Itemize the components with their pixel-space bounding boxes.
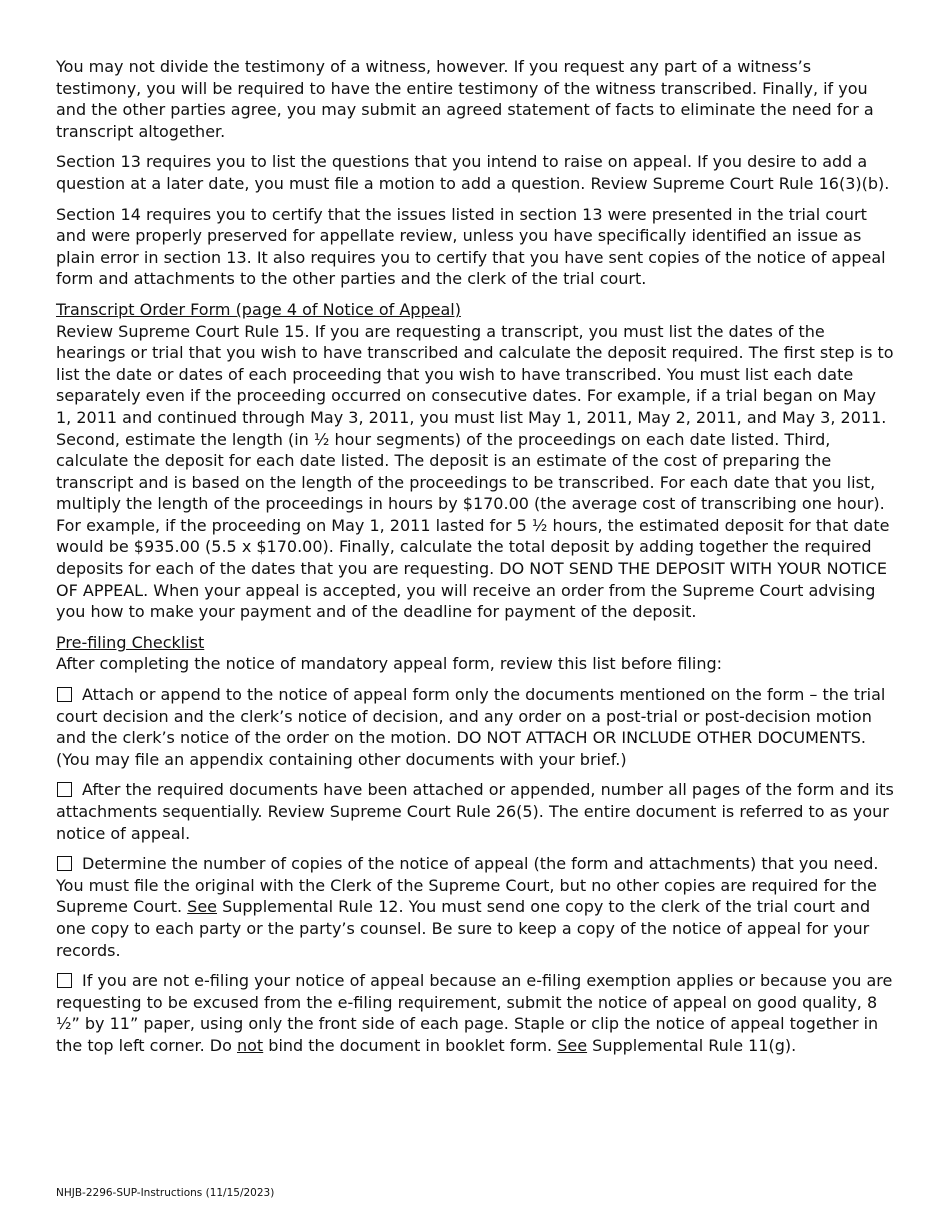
see-reference: See	[187, 897, 218, 917]
paragraph-witness-testimony: You may not divide the testimony of a witness, however. If you request any part of a witness’s testimony, you will be required to have the entire testimony of the witness transcribed. Finally, if you and the other parties agree, you may submit an agreed statement of facts to eliminate the need for a transcript altogether.	[56, 57, 874, 141]
see-reference: See	[557, 1035, 588, 1055]
form-id-footer: NHJB-2296-SUP-Instructions (11/15/2023)	[56, 1187, 275, 1199]
paragraph-section-14: Section 14 requires you to certify that the issues listed in section 13 were presented in the trial court and were properly preserved for appellate review, unless you have specifically identified an issue as plain error in section 13. It also requires you to certify that you have sent copies of the notice of appeal form and attachments to the other parties and the clerk of the trial court.	[56, 204, 886, 289]
checklist-checkbox[interactable]	[57, 973, 72, 988]
checklist-item-text: bind the document in booklet form.	[263, 1035, 558, 1055]
checklist-item-text: After the required documents have been attached or appended, number all pages of the form and its attachments sequentially. Review Supreme Court Rule 26(5). The entire document is referred to as your notice of appeal.	[56, 780, 894, 843]
not-emphasis: not	[237, 1035, 264, 1055]
transcript-order-heading: Transcript Order Form (page 4 of Notice of Appeal)	[56, 299, 461, 319]
transcript-order-body: Review Supreme Court Rule 15. If you are requesting a transcript, you must list the dates of the hearings or trial that you wish to have transcribed and calculate the deposit required. The first step is to list the date or dates of each proceeding that you wish to have transcribed. You must list each date separately even if the proceeding occurred on consecutive dates. For example, if a trial began on May 1, 2011 and continued through May 3, 2011, you must list May 1, 2011, May 2, 2011, and May 3, 2011. Second, estimate the length (in ½ hour segments) of the proceedings on each date listed. Third, calculate the deposit for each date listed. The deposit is an estimate of the cost of preparing the transcript and is based on the length of the proceedings to be transcribed. For each date that you list, multiply the length of the proceedings in hours by $170.00 (the average cost of transcribing one hour). For example, if the proceeding on May 1, 2011 lasted for 5 ½ hours, the estimated deposit for that date would be $935.00 (5.5 x $170.00). Finally, calculate the total deposit by adding together the required deposits for each of the dates that you are requesting. DO NOT SEND THE DEPOSIT WITH YOUR NOTICE OF APPEAL. When your appeal is accepted, you will receive an order from the Supreme Court advising you how to make your payment and of the deadline for payment of the deposit.	[56, 321, 894, 622]
checklist-item-text: Supplemental Rule 12. You must send one copy to the clerk of the trial court and one copy to each party or the party’s counsel. Be sure to keep a copy of the notice of appeal for your records.	[56, 897, 871, 960]
checklist-checkbox[interactable]	[57, 856, 72, 871]
paragraph-section-13: Section 13 requires you to list the questions that you intend to raise on appeal. If you desire to add a question at a later date, you must file a motion to add a question. Review Supreme Court Rule 16(3)(b).	[56, 152, 890, 193]
checklist-item-number-pages	[56, 779, 896, 844]
checklist-item-text: Supplemental Rule 11(g).	[587, 1035, 797, 1055]
checklist-item-text: Attach or append to the notice of appeal form only the documents mentioned on the form – the trial court decision and the clerk’s notice of decision, and any order on a post-trial or post-decision motion and the clerk’s notice of the order on the motion. DO NOT ATTACH OR INCLUDE OTHER DOCUMENTS. (You may file an appendix containing other documents with your brief.)	[56, 685, 886, 769]
checklist-intro: After completing the notice of mandatory appeal form, review this list before filing:	[56, 654, 723, 674]
checklist-item-copies	[56, 853, 896, 961]
pre-filing-checklist-heading: Pre-filing Checklist	[56, 632, 205, 652]
document-page	[56, 56, 896, 1066]
checklist-item-text: Determine the number of copies of the notice of appeal (the form and attachments) that you need. You must file the original with the Clerk of the Supreme Court, but no other copies are required for the Supreme Court.	[56, 854, 879, 917]
checklist-item-paper-filing	[56, 970, 896, 1056]
checklist-item-attach	[56, 684, 896, 770]
checklist-item-text: If you are not e-filing your notice of appeal because an e-filing exemption applies or because you are requesting to be excused from the e-filing requirement, submit the notice of appeal on good quality, 8 ½” by 11” paper, using only the front side of each page. Staple or clip the notice of appeal together in the top left corner. Do	[56, 971, 893, 1055]
checklist-checkbox[interactable]	[57, 687, 72, 702]
checklist-checkbox[interactable]	[57, 782, 72, 797]
